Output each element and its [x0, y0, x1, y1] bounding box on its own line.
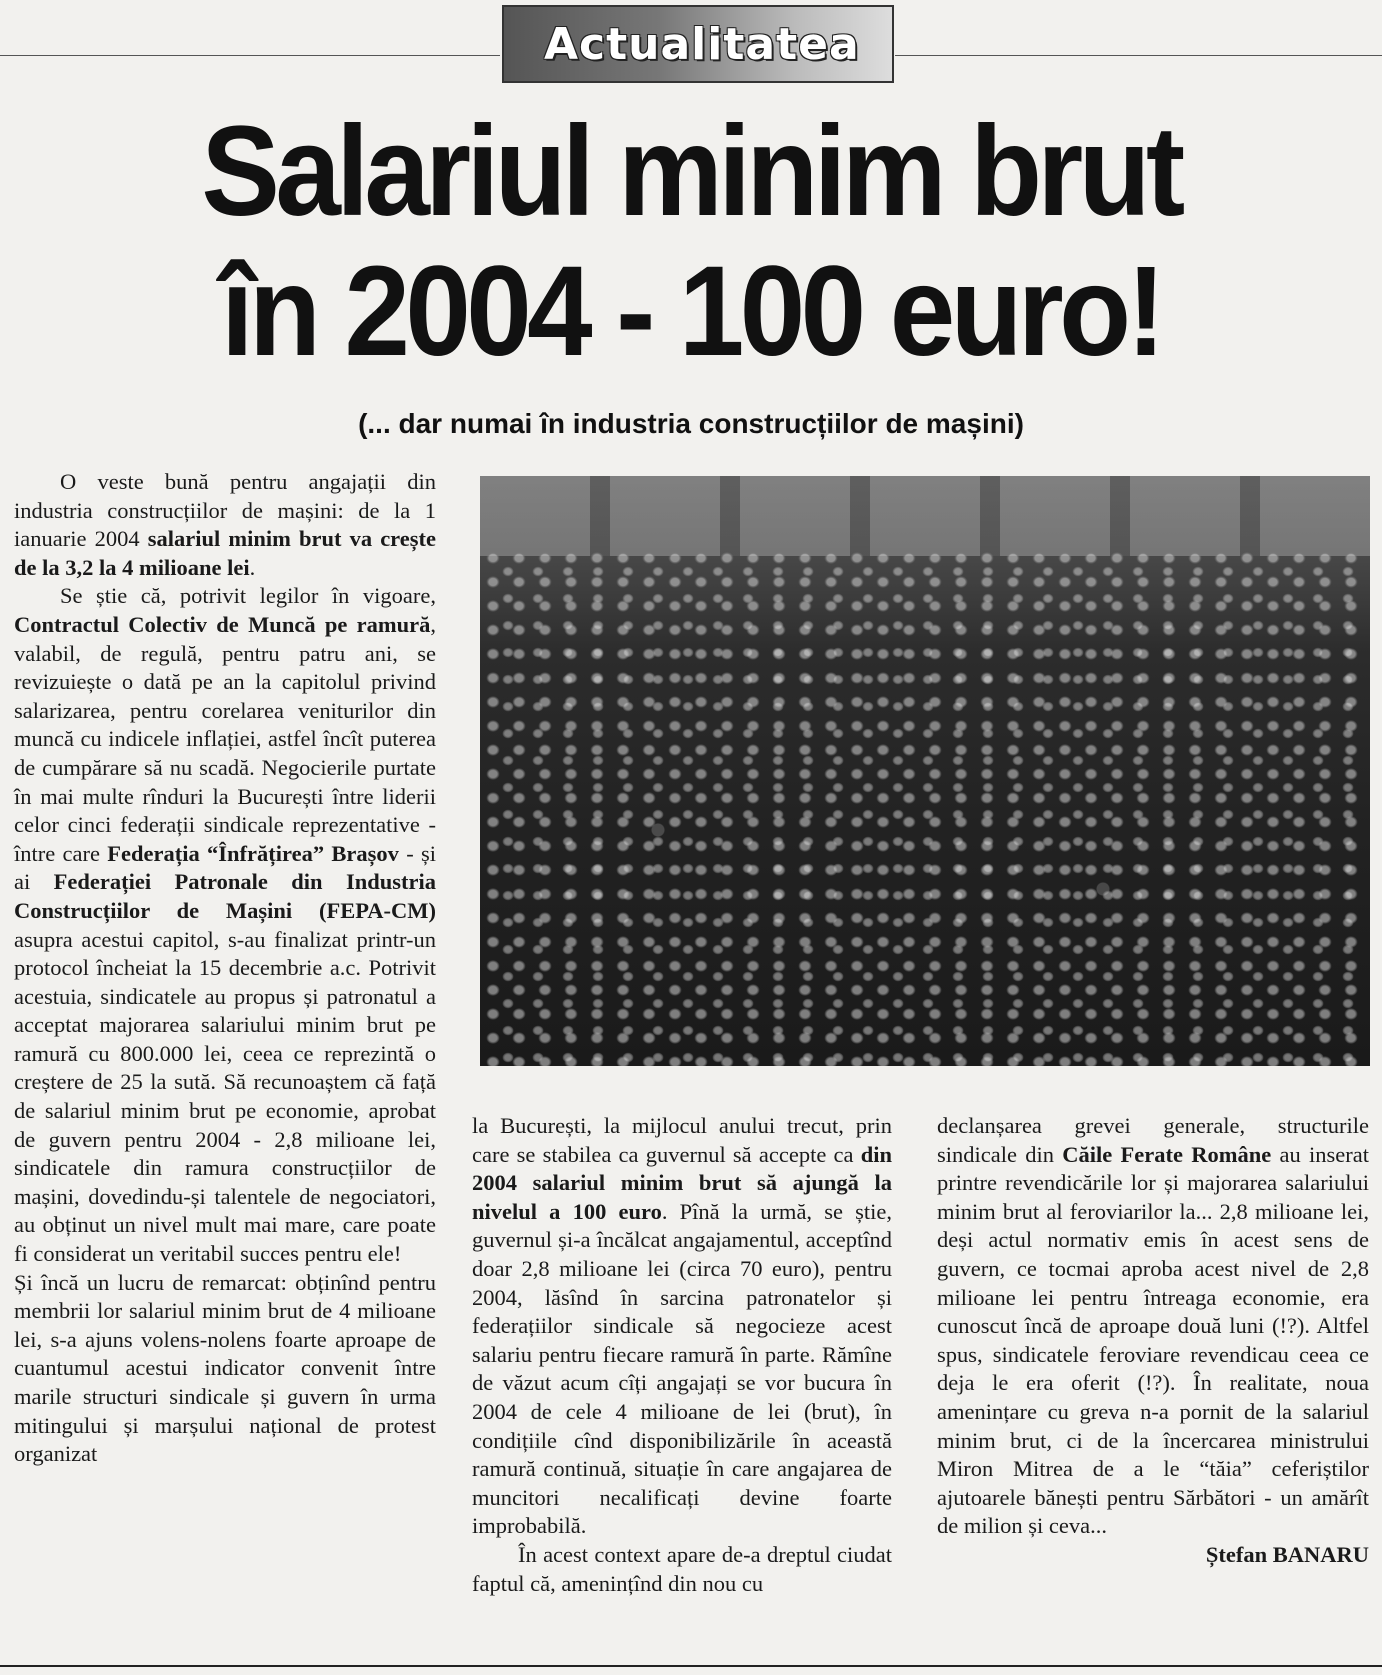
text-run: au inserat printre revendicările lor și majorarea salariului minim brut al feroviarilor la... 2,8 milioane lei, deși actul normativ emis în acest sens de guvern, ce tocmai aproba acest nivel de 2,8 milioane lei pentru întreaga economie, era cunoscut încă de aproape două luni (!?). Altfel spus, sindicatele feroviare revendicau ceea ce deja le era oferit (!?). În realitate, noua amenințare cu greva n-a pornit de la salariul minim brut, ci de la încercarea ministrului Miron Mitrea de a le “tăia” ceferiștilor ajutoarele bănești pentru Sărbători - un amărît de milion și ceva...: [937, 1141, 1369, 1539]
text-run: O veste bună pentru angajații din industria construcțiilor de mașini: de la 1 ianuarie 2004: [14, 469, 436, 552]
paragraph: [14, 468, 436, 582]
text-run: declanșarea grevei generale, structurile sindicale din: [937, 1113, 1369, 1167]
section-label: Actualitatea: [544, 19, 860, 70]
bold-run: din 2004 salariul minim brut să ajungă la nivelul a 100 euro: [472, 1141, 892, 1224]
header-rule-left: [0, 55, 500, 56]
text-run: . Pînă la urmă, se știe, guvernul și-a încălcat angajamentul, acceptînd doar 2,8 milioane lei (circa 70 euro), pentru 2004, lăsînd în sarcina patronatelor și federațiilor sindicale să negocieze acest salariu pentru fiecare ramură în parte. Rămîne de văzut acum cîți angajați se vor bucura în 2004 de cele 4 milioane de lei (brut), în condițiile cînd disponibilizările în această ramură continuă, situație în care angajarea de muncitori necalificați devine foarte improbabilă.: [472, 1198, 892, 1539]
bold-run: Federația “Înfrățirea” Brașov: [107, 840, 399, 866]
footer-rule: [0, 1665, 1382, 1667]
article-column-1: [14, 468, 436, 1469]
bold-run: Căile Ferate Române: [1062, 1141, 1272, 1167]
article-column-3: [937, 1112, 1369, 1570]
author-byline: Ștefan BANARU: [1205, 1541, 1369, 1567]
article-column-2: [472, 1112, 892, 1598]
header-rule-right: [895, 55, 1382, 56]
text-run: - și ai: [14, 840, 436, 895]
crowd-photo: [480, 476, 1370, 1066]
text-run: , valabil, de regulă, pentru patru ani, se revizuiește o dată pe an la capitolul privind salarizarea, pentru corelarea veniturilor din muncă cu indicele inflației, astfel încît puterea de cumpărare să nu scadă. Negocierile purtate în mai multe rînduri la București între liderii celor cinci federații sindicale reprezentative - între care: [14, 611, 436, 866]
bold-run: salariul minim brut va crește de la 3,2 la 4 milioane lei: [14, 526, 436, 580]
subtitle: (... dar numai în industria construcțiilor de mașini): [358, 408, 1024, 439]
headline-line-2: în 2004 - 100 euro!: [220, 240, 1162, 383]
paragraph: [937, 1112, 1369, 1541]
photo-trucks-band: [480, 476, 1370, 556]
section-banner: [502, 5, 894, 83]
text-run: Se știe că, potrivit legilor în vigoare,: [60, 583, 436, 609]
paragraph: Și încă un lucru de remarcat: obținînd pentru membrii lor salariul minim brut de 4 milioane lei, s-a ajuns volens-nolens foarte aproape de cuantumul acestui indicator convenit între marile structuri sindicale și guvern în urma mitingului și marșului național de protest organizat: [14, 1269, 436, 1467]
paragraph: [472, 1112, 892, 1541]
photo-crowd-texture-2: [493, 558, 1370, 1066]
headline-line-1: Salariul minim brut: [201, 100, 1181, 243]
bold-run: Federației Patronale din Industria Construcțiilor de Mașini (FEPA-CM): [14, 869, 436, 923]
bold-run: Contractul Colectiv de Muncă pe ramură: [14, 611, 431, 637]
text-run: la București, la mijlocul anului trecut, prin care se stabilea ca guvernul să accepte ca: [472, 1113, 892, 1167]
paragraph: În acest context apare de-a dreptul ciudat faptul că, amenințînd din nou cu: [472, 1541, 892, 1596]
text-run: asupra acestui capitol, s-au finalizat printr-un protocol încheiat la 15 decembrie a.c. Potrivit acestuia, sindicatele au propus și patronatul a acceptat majorarea salariului minim brut pe ramură cu 800.000 lei, ceea ce reprezintă o creștere de 25 la sută. Să recunoaștem că față de salariul minim brut pe economie, aprobat de guvern pentru 2004 - 2,8 milioane lei, sindicatele din ramura construcțiilor de mașini, dovedindu-și talentele de negociatori, au obținut un nivel mult mai mare, care poate fi considerat un veritabil succes pentru ele!: [14, 926, 436, 1267]
text-run: .: [249, 554, 256, 580]
paragraph: [14, 582, 436, 1268]
